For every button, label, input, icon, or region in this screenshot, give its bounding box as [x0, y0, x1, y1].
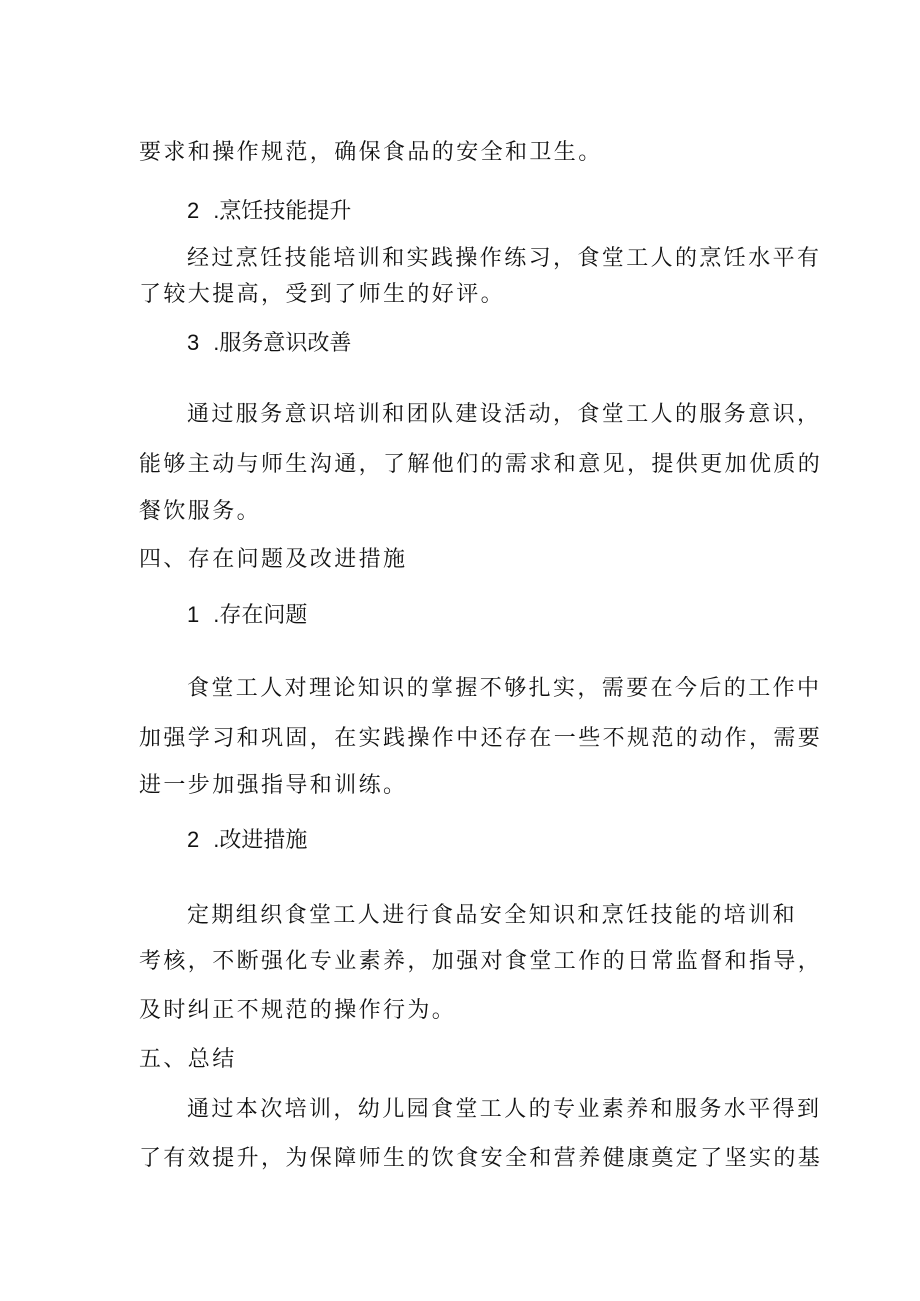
- body-text-line: 进一步加强指导和训练。: [139, 773, 408, 798]
- subheading-number: 2: [187, 827, 200, 852]
- subheading-text: .改进措施: [213, 827, 308, 852]
- body-text-line: 定期组织食堂工人进行食品安全知识和烹饪技能的培训和: [187, 903, 798, 928]
- body-text-line: 了较大提高，受到了师生的好评。: [139, 282, 506, 307]
- subheading-text: .存在问题: [213, 602, 308, 627]
- body-text-line: 食堂工人对理论知识的掌握不够扎实，需要在今后的工作中: [187, 676, 822, 701]
- body-text-line: 要求和操作规范，确保食品的安全和卫生。: [139, 140, 603, 165]
- subheading-text: .服务意识改善: [213, 330, 352, 355]
- body-text-line: 加强学习和巩固，在实践操作中还存在一些不规范的动作，需要: [139, 726, 823, 751]
- subheading-improvement-measures: [187, 825, 307, 855]
- subheading-cooking-skills: [187, 196, 351, 226]
- body-text-line: 经过烹饪技能培训和实践操作练习，食堂工人的烹饪水平有: [187, 246, 822, 271]
- subheading-number: 1: [187, 602, 200, 627]
- body-text-line: 考核，不断强化专业素养，加强对食堂工作的日常监督和指导，: [139, 949, 823, 974]
- body-text-line: 及时纠正不规范的操作行为。: [139, 998, 457, 1023]
- body-text-line: 能够主动与师生沟通，了解他们的需求和意见，提供更加优质的: [139, 452, 823, 477]
- section-heading-problems: 四、存在问题及改进措施: [139, 547, 408, 572]
- subheading-existing-problems: [187, 600, 307, 630]
- subheading-service-awareness: [187, 328, 351, 358]
- subheading-number: 2: [187, 198, 200, 223]
- body-text-line: 通过本次培训，幼儿园食堂工人的专业素养和服务水平得到: [187, 1097, 822, 1122]
- body-text-line: 通过服务意识培训和团队建设活动，食堂工人的服务意识，: [187, 402, 822, 427]
- body-text-line: 餐饮服务。: [139, 499, 262, 524]
- subheading-number: 3: [187, 330, 200, 355]
- body-text-line: 了有效提升，为保障师生的饮食安全和营养健康奠定了坚实的基: [139, 1146, 823, 1171]
- subheading-text: .烹饪技能提升: [213, 198, 352, 223]
- section-heading-summary: 五、总结: [139, 1047, 237, 1072]
